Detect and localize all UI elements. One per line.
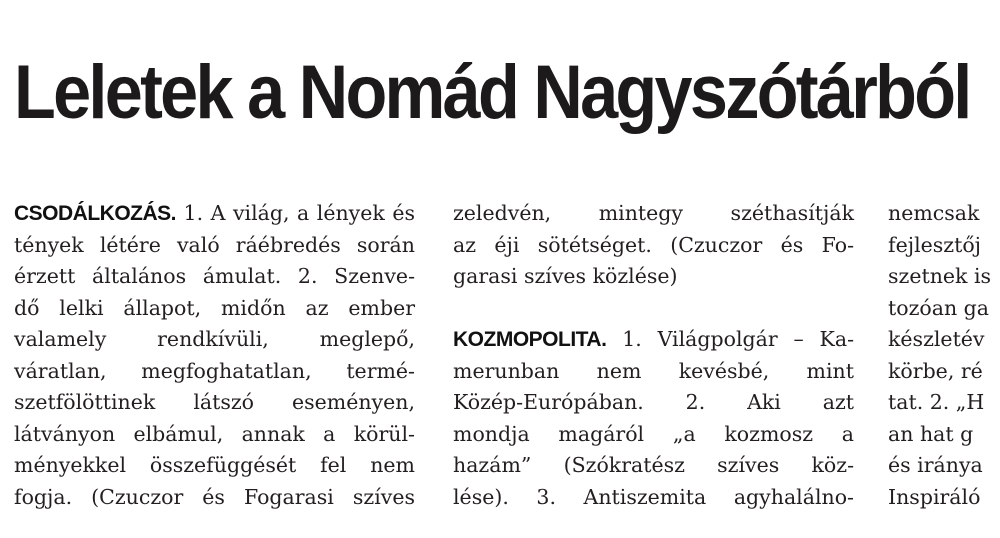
text-line: készletév	[888, 327, 985, 351]
text-line: fejlesztőj	[888, 232, 982, 257]
entry-csodalkozas	[14, 198, 415, 513]
entry-first-line	[453, 324, 854, 356]
text-line: valamely rendkívüli, meglepő,	[14, 327, 415, 351]
text-line: dő lelki állapot, midőn az ember	[14, 295, 415, 320]
text-line: nemcsak	[888, 201, 980, 225]
text-line: tat. 2. „H	[888, 390, 985, 414]
text-line: Inspiráló	[888, 484, 981, 509]
column-3	[888, 198, 1000, 513]
entry-text: 1. A világ, a lények és	[176, 201, 415, 225]
entry-first-line	[14, 198, 415, 230]
text-line: ményekkel összefüggését fel nem	[14, 453, 415, 477]
column-1	[14, 198, 415, 513]
entry-text: 1. Világpolgár – Ka-	[606, 327, 854, 351]
text-line: és iránya	[888, 453, 983, 477]
entry-term: CSODÁLKOZÁS.	[14, 202, 176, 225]
entry-term: KOZMOPOLITA.	[453, 328, 607, 351]
headline: Leletek a Nomád Nagyszótárból	[14, 50, 970, 135]
text-line: lése). 3. Antiszemita agyhalálno-	[453, 484, 854, 509]
text-line: Közép-Európában. 2. Aki azt	[453, 390, 854, 414]
text-line: garasi szíves közlése)	[453, 264, 678, 288]
text-line: an hat g	[888, 421, 974, 446]
text-line: látványon elbámul, annak a körül-	[14, 421, 415, 446]
entry-continuation	[453, 198, 854, 293]
text-line: váratlan, megfoghatatlan, termé-	[14, 358, 415, 383]
text-line: az éji sötétséget. (Czuczor és Fo-	[453, 232, 854, 257]
paragraph-gap	[453, 293, 854, 325]
text-line: szetnek is	[888, 264, 992, 288]
text-line: körbe, ré	[888, 358, 983, 383]
text-line: mondja magáról „a kozmosz a	[453, 421, 854, 446]
text-line: tozóan ga	[888, 295, 990, 320]
column-2	[453, 198, 854, 513]
text-line: tények létére való ráébredés során	[14, 232, 415, 257]
entry-kozmopolita	[453, 324, 854, 513]
text-line: zeledvén, mintegy széthasítják	[453, 201, 854, 225]
text-line: érzett általános ámulat. 2. Szenve-	[14, 264, 415, 288]
entry-cropped	[888, 198, 1000, 513]
text-line: szetfölöttinek látszó eseményen,	[14, 390, 415, 414]
text-line: merunban nem kevésbé, mint	[453, 358, 854, 383]
text-line: fogja. (Czuczor és Fogarasi szíves	[14, 484, 415, 509]
text-line: hazám” (Szókratész szíves köz-	[453, 453, 854, 477]
